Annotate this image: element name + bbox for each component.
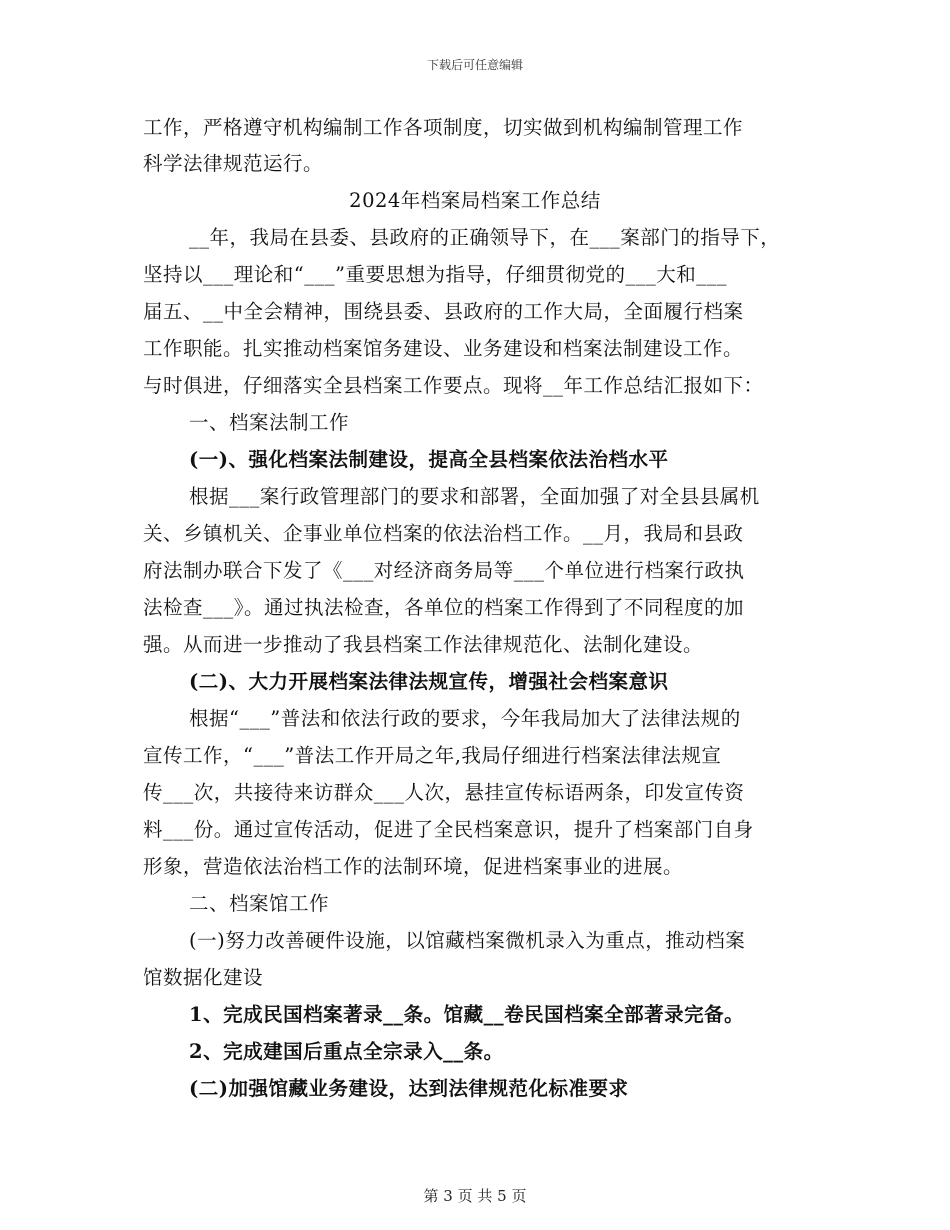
list-item: 2、完成建国后重点全宗录入__条。 [189,1040,504,1063]
body-line: 关、乡镇机关、企事业单位档案的依法治档工作。__月，我局和县政 [143,522,744,545]
section-heading: 一、档案法制工作 [189,411,350,434]
body-line: 坚持以___理论和“___”重要思想为指导，仔细贯彻党的___大和___ [143,263,727,286]
subsection-heading: (二)、大力开展档案法律法规宣传，增强社会档案意识 [189,670,669,693]
body-line: 法检查___》。通过执法检查，各单位的档案工作得到了不同程度的加 [143,596,745,619]
body-line: 根据___案行政管理部门的要求和部署，全面加强了对全县县属机 [189,485,760,508]
page-header: 下载后可任意编辑 [426,58,523,72]
page-footer: 第 3 页 共 5 页 [423,1187,527,1205]
body-line: 馆数据化建设 [143,966,264,989]
body-line: 料___份。通过宣传活动，促进了全民档案意识，提升了档案部门自身 [143,818,754,841]
body-line: 与时俱进，仔细落实全县档案工作要点。现将__年工作总结汇报如下： [143,374,764,397]
body-line: 形象，营造依法治档工作的法制环境，促进档案事业的进展。 [143,855,684,878]
body-line: 传___次，共接待来访群众___人次，悬挂宣传标语两条，印发宣传资 [143,781,745,804]
section-heading: 二、档案馆工作 [189,892,330,915]
body-line: 工作职能。扎实推动档案馆务建设、业务建设和档案法制建设工作。 [143,337,744,360]
body-line: (一)努力改善硬件设施，以馆藏档案微机录入为重点，推动档案 [189,929,746,952]
document-title: 2024年档案局档案工作总结 [349,189,601,212]
body-line: __年，我局在县委、县政府的正确领导下，在___案部门的指导下， [189,226,781,249]
body-line: 工作，严格遵守机构编制工作各项制度，切实做到机构编制管理工作 [143,116,744,139]
subsection-heading: (二)加强馆藏业务建设，达到法律规范化标准要求 [189,1077,629,1100]
body-line: 宣传工作，“___”普法工作开局之年,我局仔细进行档案法律法规宣 [143,744,722,767]
body-line: 强。从而进一步推动了我县档案工作法律规范化、法制化建设。 [143,633,704,656]
list-item: 1、完成民国档案著录__条。馆藏__卷民国档案全部著录完备。 [189,1003,745,1026]
body-line: 府法制办联合下发了《___对经济商务局等___个单位进行档案行政执 [143,559,745,582]
body-line: 根据“___”普法和依法行政的要求，今年我局加大了法律法规的 [189,707,741,730]
body-line: 届五、__中全会精神，围绕县委、县政府的工作大局，全面履行档案 [143,300,744,323]
subsection-heading: (一)、强化档案法制建设，提高全县档案依法治档水平 [189,448,669,471]
body-line: 科学法律规范运行。 [143,152,324,175]
